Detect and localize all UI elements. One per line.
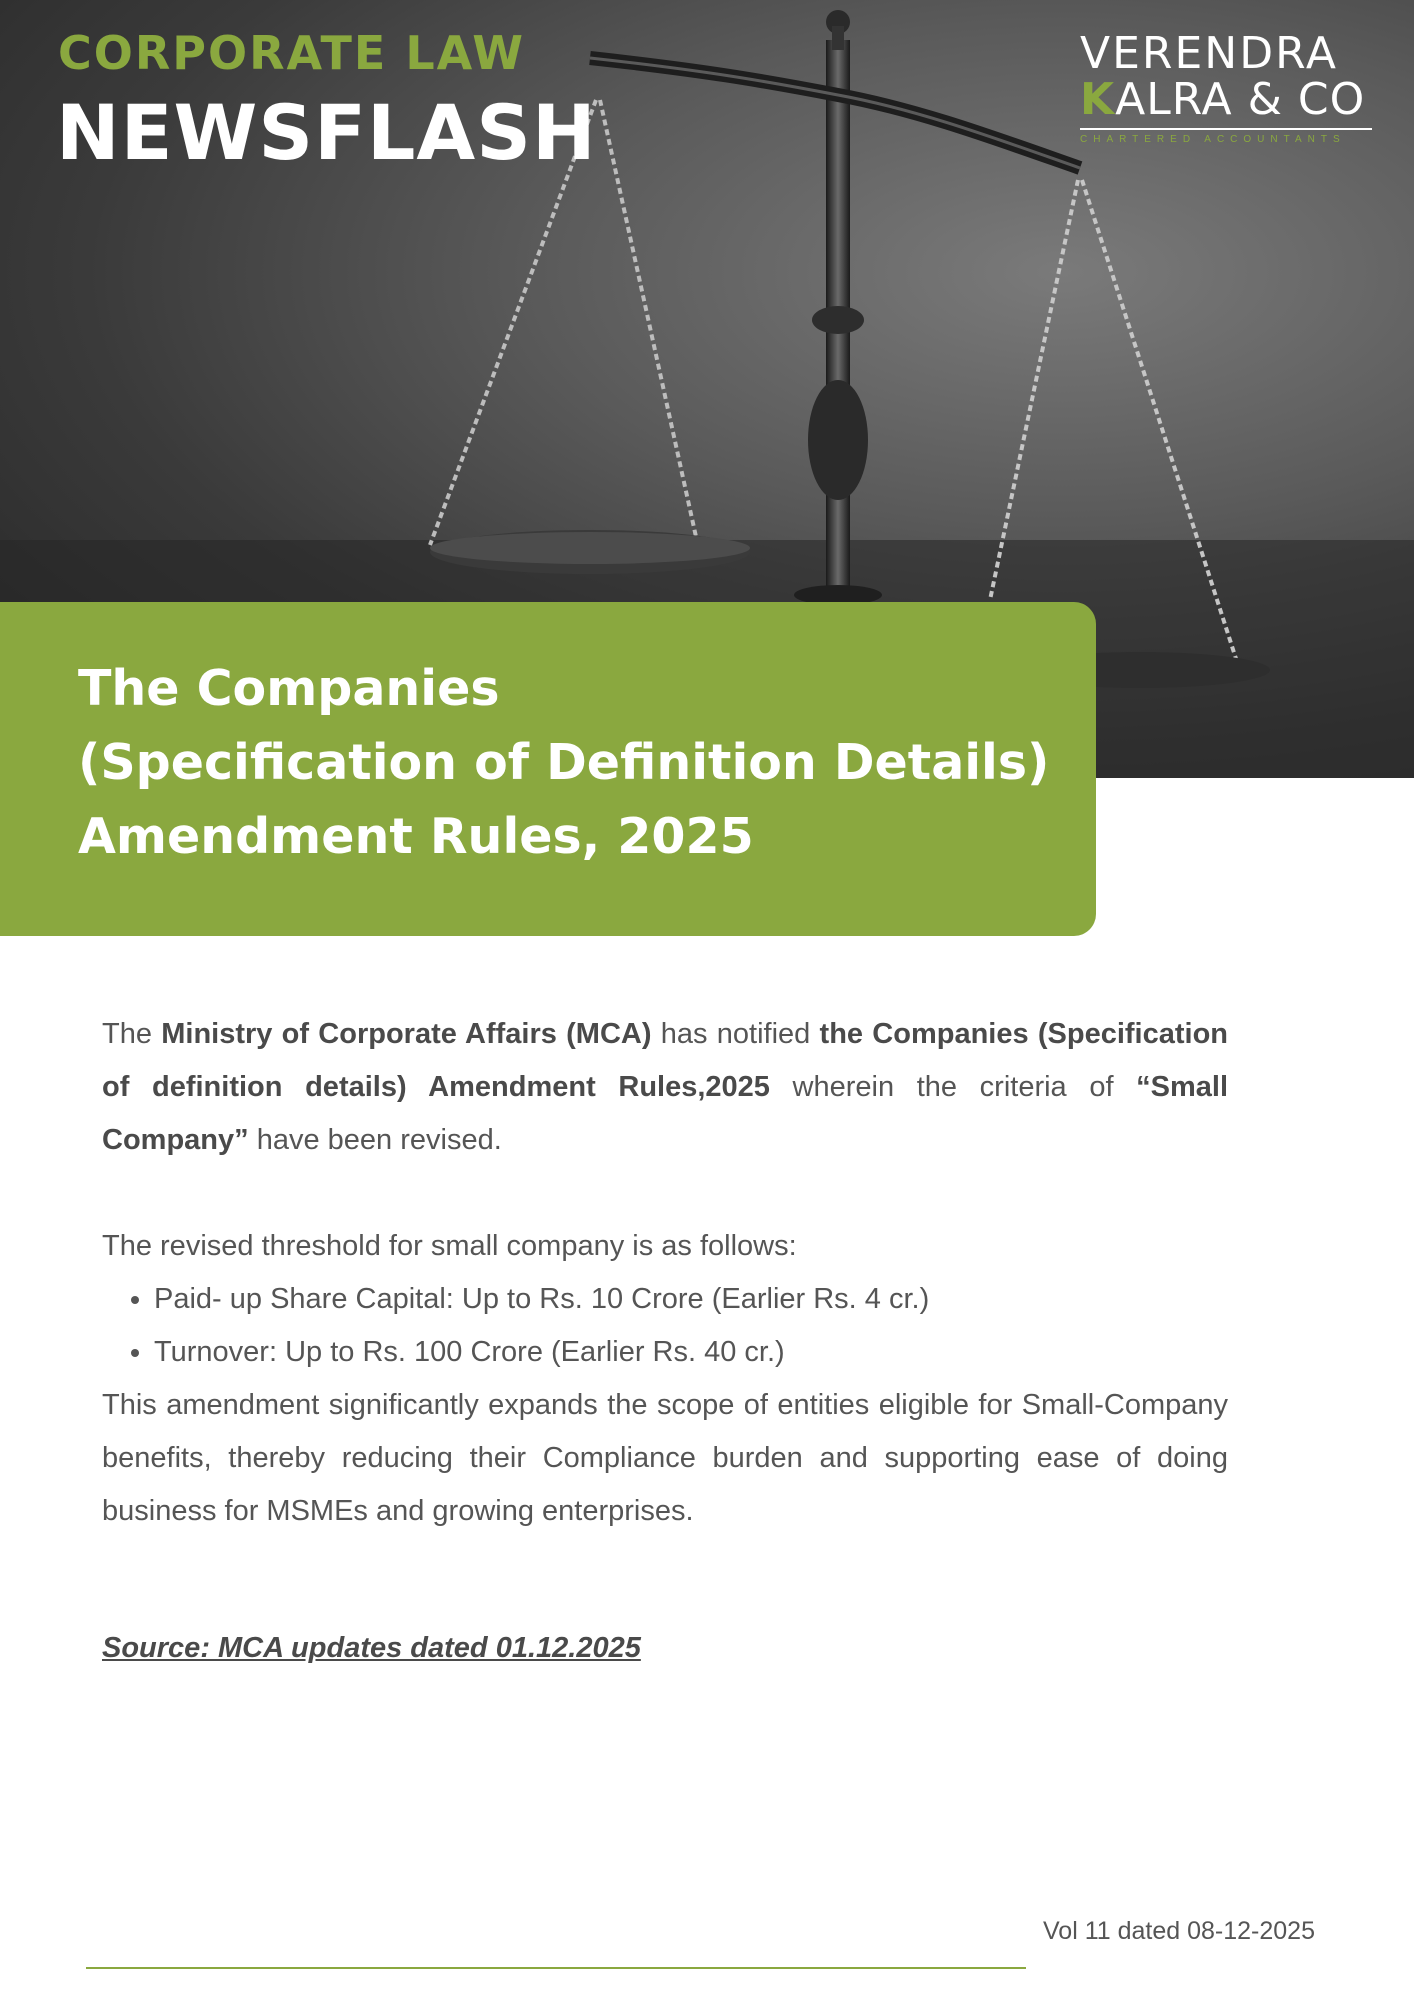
intro-bold-rules: the Companies (Specification of definition details) Amendment Rules,2025 — [102, 1018, 1229, 1103]
threshold-intro: The revised threshold for small company is as follows: — [102, 1230, 797, 1262]
intro-bold-mca: Ministry of Corporate Affairs (MCA) — [161, 1018, 652, 1050]
volume-date: Vol 11 dated 08-12-2025 — [1043, 1917, 1315, 1945]
intro-paragraph — [102, 1008, 1228, 1167]
intro-text-3: wherein the criteria of — [769, 1071, 1137, 1103]
intro-text-4: have been revised. — [248, 1124, 502, 1156]
intro-text-1: The — [102, 1018, 162, 1050]
company-logo — [1080, 28, 1380, 145]
logo-line-2-rest: ALRA & CO — [1115, 74, 1366, 125]
logo-line-1: VERENDRA — [1080, 28, 1338, 79]
logo-initial: K — [1080, 74, 1116, 125]
article-title-line-1: The Companies — [78, 660, 500, 717]
logo-line-2 — [1080, 74, 1380, 125]
source-citation: Source: MCA updates dated 01.12.2025 — [102, 1632, 641, 1664]
article-title — [78, 652, 1056, 874]
newsletter-headline: NEWSFLASH — [56, 88, 597, 177]
footer-divider — [86, 1967, 1026, 1969]
conclusion-paragraph: This amendment significantly expands the scope of entities eligible for Small-Company benefits, thereby reducing their Compliance burden and supporting ease of doing business for MSMEs and growing enterprises. — [102, 1389, 1228, 1527]
list-item: • Turnover: Up to Rs. 100 Crore (Earlier Rs. 40 cr.) — [154, 1326, 1228, 1379]
paragraph-spacer — [102, 1167, 1228, 1220]
intro-text-2: has notified — [651, 1018, 820, 1050]
article-title-line-2: (Specification of Definition Details) — [78, 734, 1050, 791]
article-title-line-3: Amendment Rules, 2025 — [78, 808, 754, 865]
article-body — [102, 1008, 1228, 1538]
intro-bold-small-company: “Small Company” — [102, 1071, 1229, 1156]
logo-tagline: CHARTERED ACCOUNTANTS — [1080, 134, 1346, 145]
threshold-list — [102, 1273, 1228, 1379]
article-title-box — [0, 602, 1096, 936]
section-kicker: CORPORATE LAW — [58, 26, 525, 80]
list-item: • Paid- up Share Capital: Up to Rs. 10 Crore (Earlier Rs. 4 cr.) — [154, 1273, 1228, 1326]
logo-divider — [1080, 128, 1372, 130]
